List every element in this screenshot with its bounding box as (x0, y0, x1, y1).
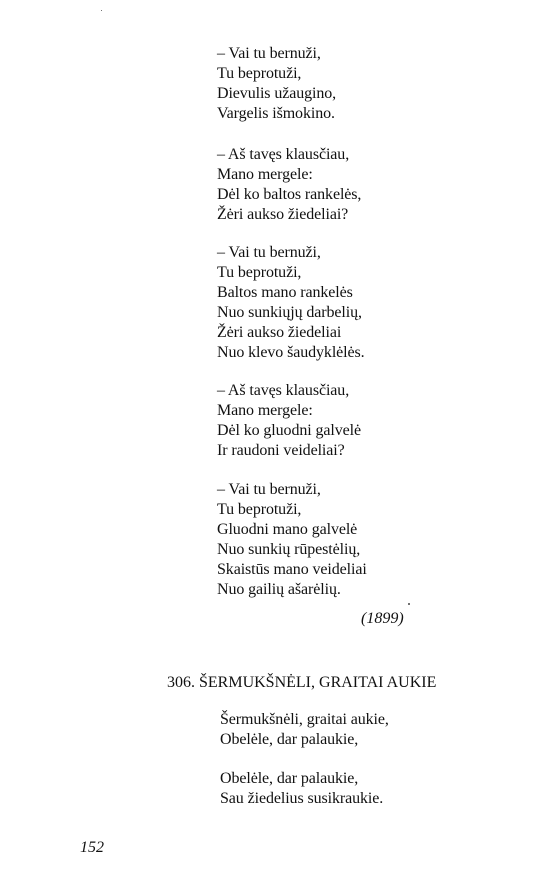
verse-line: – Vai tu bernuži, (217, 45, 321, 62)
stanza-4 (217, 381, 361, 461)
verse-line: Gluodni mano galvelė (217, 521, 358, 538)
verse-line: Sau žiedelius susikraukie. (220, 790, 384, 807)
poem-date: (1899) (361, 610, 404, 627)
verse-line: Šermukšnėli, graitai aukie, (220, 711, 389, 728)
stanza-3 (217, 243, 365, 363)
verse-line: Dėl ko baltos rankelės, (217, 186, 362, 203)
page-number: 152 (80, 839, 104, 856)
verse-line: – Vai tu bernuži, (217, 244, 321, 261)
verse-line: Skaistūs mano veideliai (217, 561, 367, 578)
verse-line: Mano mergele: (217, 402, 313, 419)
poem-title: 306. ŠERMUKŠNĖLI, GRAITAI AUKIE (167, 674, 437, 691)
verse-line: Obelėle, dar palaukie, (220, 731, 359, 748)
verse-line: Tu beprotuži, (217, 501, 302, 518)
verse-line: Nuo klevo šaudyklėlės. (217, 344, 365, 361)
verse-line: Žėri aukso žiedeliai? (217, 206, 349, 223)
verse-line: Mano mergele: (217, 166, 313, 183)
print-speck (408, 603, 410, 605)
stanza-306-2 (220, 769, 383, 809)
verse-line: Ir raudoni veideliai? (217, 442, 345, 459)
verse-line: Baltos mano rankelės (217, 284, 353, 301)
stanza-306-1 (220, 710, 389, 750)
verse-line: Dėl ko gluodni galvelė (217, 422, 361, 439)
verse-line: – Aš tavęs klausčiau, (217, 146, 350, 163)
verse-line: Vargelis išmokino. (217, 105, 335, 122)
verse-line: – Aš tavęs klausčiau, (217, 382, 350, 399)
print-speck (101, 10, 102, 11)
verse-line: Obelėle, dar palaukie, (220, 770, 359, 787)
verse-line: – Vai tu bernuži, (217, 481, 321, 498)
verse-line: Tu beprotuži, (217, 65, 302, 82)
verse-line: Žėri aukso žiedeliai (217, 324, 342, 341)
stanza-5 (217, 480, 367, 600)
verse-line: Nuo gailių ašarėlių. (217, 581, 341, 598)
verse-line: Tu beprotuži, (217, 264, 302, 281)
verse-line: Dievulis užaugino, (217, 85, 337, 102)
verse-line: Nuo sunkių rūpestėlių, (217, 541, 361, 558)
stanza-1 (217, 44, 336, 124)
stanza-2 (217, 145, 361, 225)
verse-line: Nuo sunkiųjų darbelių, (217, 304, 362, 321)
